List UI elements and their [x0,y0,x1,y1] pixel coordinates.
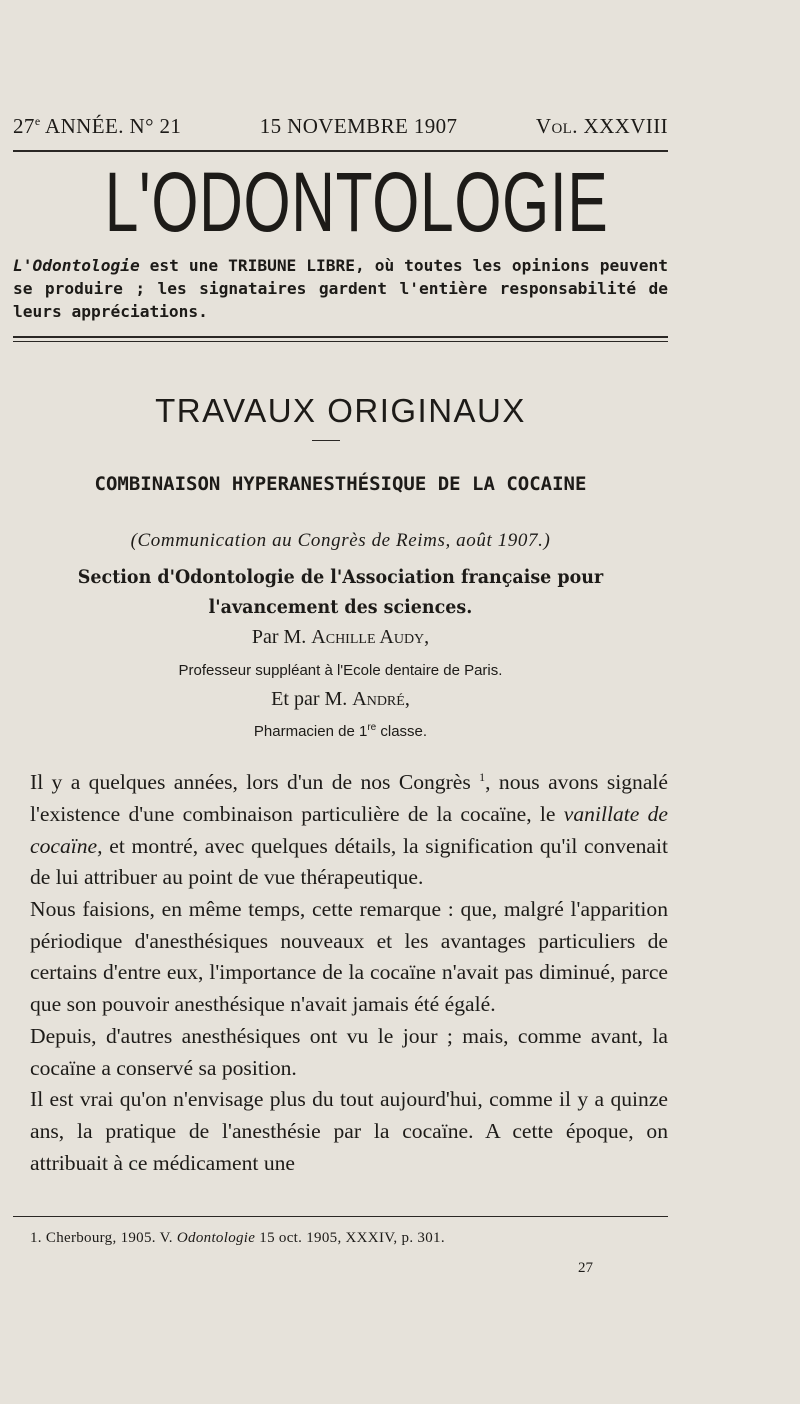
notice-rule-top [13,336,668,338]
author-2: Et par M. André, [271,688,410,710]
section-title-rule [312,440,340,441]
notice-rule-bottom [13,341,668,342]
issue-date: 15 NOVEMBRE 1907 [259,114,458,138]
volume-number: Vol. XXXVIII [535,114,668,138]
running-header [13,114,668,139]
author-1-affiliation: Professeur suppléant à l'Ecole dentaire de Paris. [178,662,503,679]
header-rule [13,150,668,152]
page-number: 27 [578,1260,593,1276]
article-body [30,762,668,1179]
editorial-notice: L'Odontologie est une TRIBUNE LIBRE, où toutes les opinions peuvent se produire ; les signataires gardent l'entière responsabilité de leurs appréciations. [13,256,668,321]
paragraph-4: Il est vrai qu'on n'envisage plus du tout aujourd'hui, comme il y a quinze ans, la pratique de l'anesthésie par la cocaïne. A cette époque, on attribuait à ce médicament une [30,1087,668,1175]
article-title: COMBINAISON HYPERANESTHÉSIQUE DE LA COCAINE [94,473,587,495]
author-2-affiliation: Pharmacien de 1re classe. [253,722,428,740]
section-title: TRAVAUX ORIGINAUX [155,392,526,429]
journal-title: L'ODONTOLOGIE [104,155,609,249]
paragraph-2: Nous faisions, en même temps, cette remarque : que, malgré l'apparition périodique d'anesthésiques nouveaux et les avantages particuliers de certains d'entre eux, l'importance de la cocaïne n'avait pas diminué, parce que son pouvoir anesthésique n'avait jamais été égalé. [30,897,668,1017]
association-section: Section d'Odontologie de l'Association française pour l'avancement des sciences. [77,566,604,618]
footnote: 1. Cherbourg, 1905. V. Odontologie 15 oct. 1905, XXXIV, p. 301. [30,1230,445,1246]
paragraph-3: Depuis, d'autres anesthésiques ont vu le jour ; mais, comme avant, la cocaïne a conservé sa position. [30,1023,668,1080]
footnote-rule [13,1216,668,1217]
author-1: Par M. Achille Audy, [251,626,430,648]
communication-note: (Communication au Congrès de Reims, août 1907.) [130,530,551,551]
issue-year: 27e ANNÉE. N° 21 [13,114,182,138]
paragraph-1: Il y a quelques années, lors d'un de nos Congrès $^1$, nous avons signalé l'existence d'une combinaison particulière de la cocaïne, le vanillate de cocaïne, et montré, avec quelques détails, la signification qu'il convenait de lui attribuer au point de vue thérapeutique. [30,770,668,890]
